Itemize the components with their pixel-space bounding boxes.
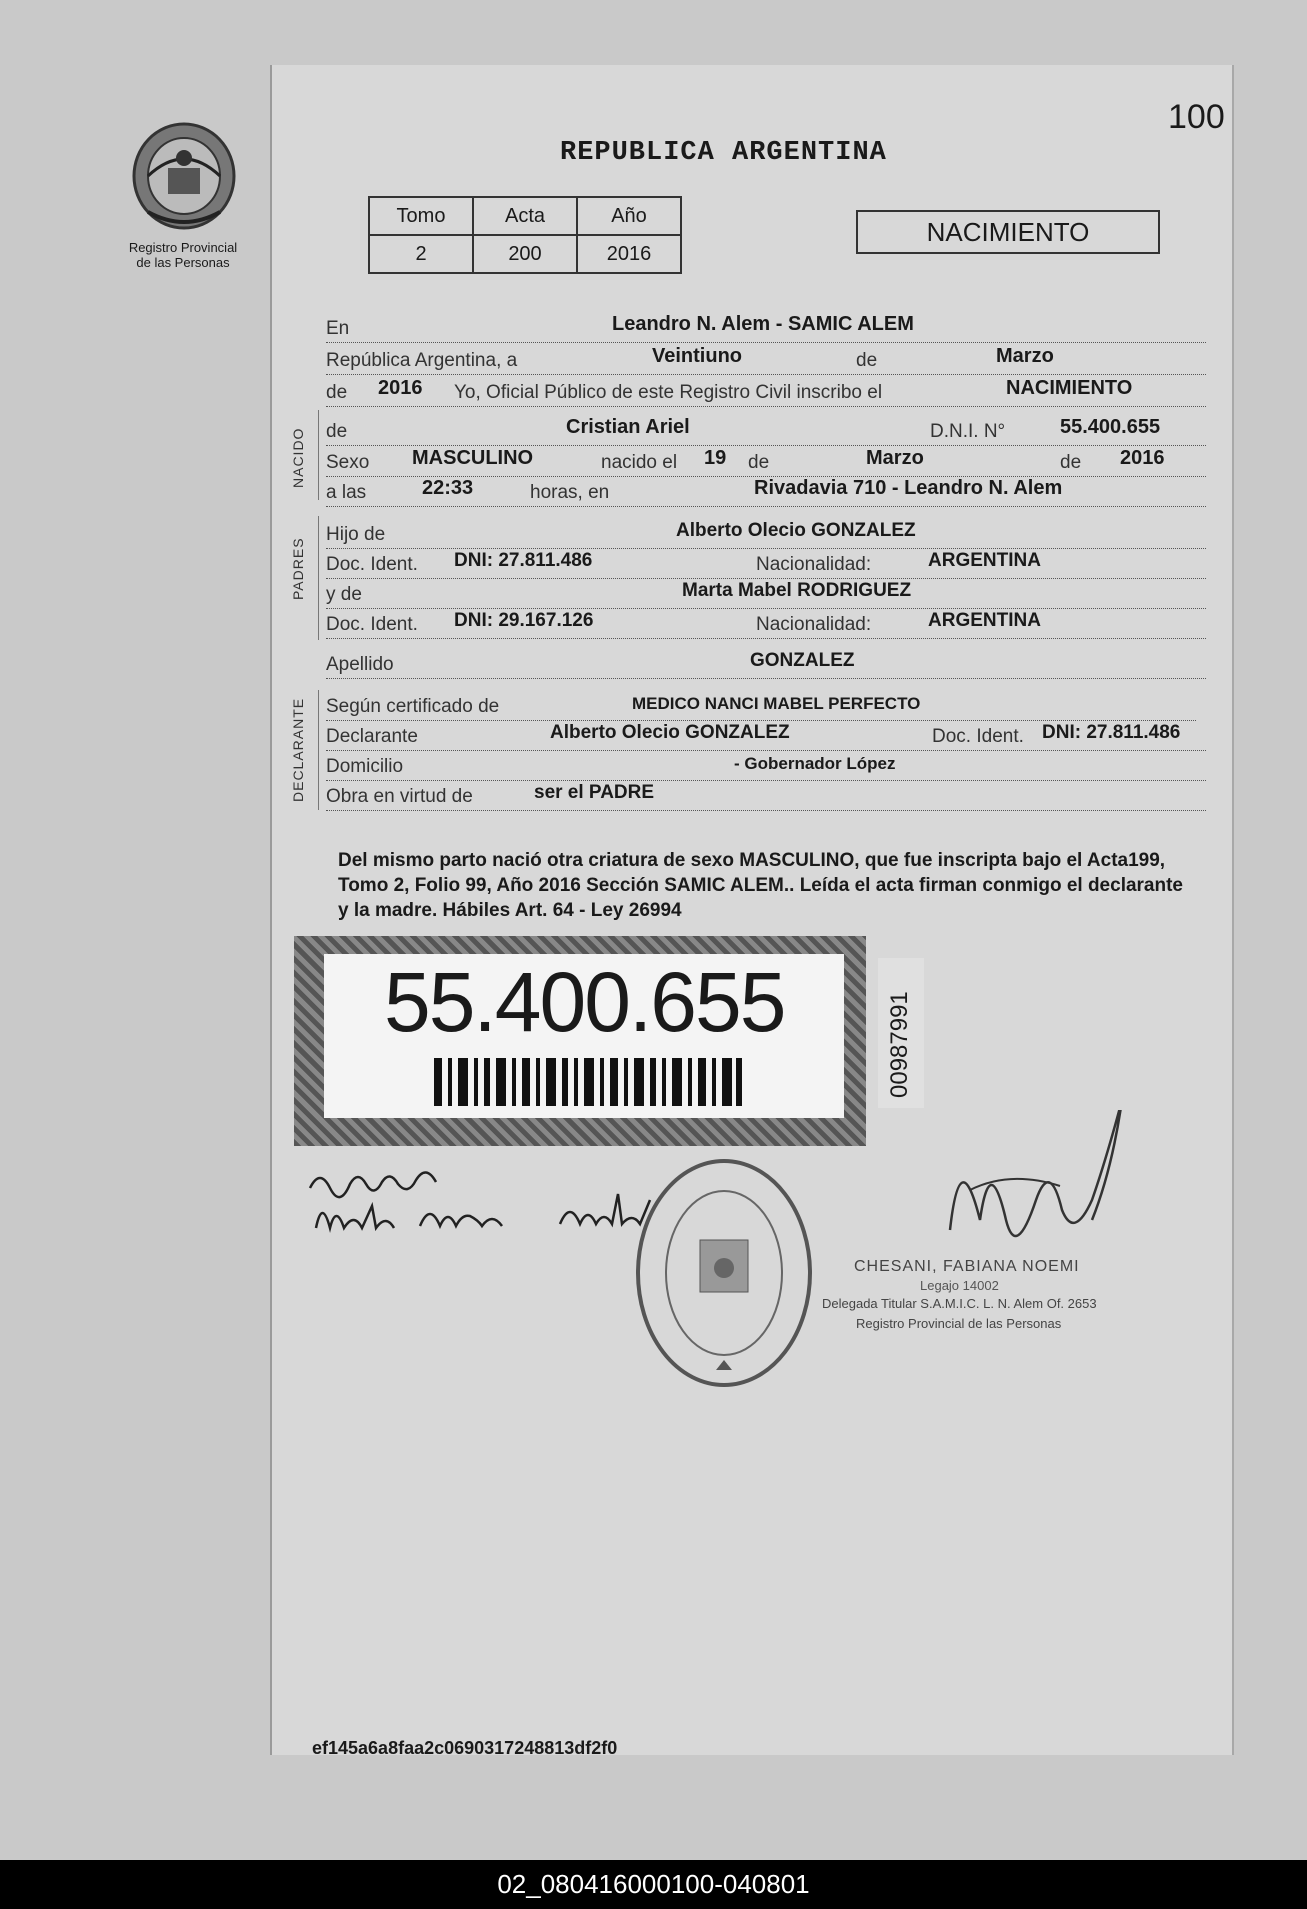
dni-label-number: 55.400.655: [384, 955, 785, 1049]
dni-label-sticker: [294, 936, 866, 1146]
row-inscripcion: de 2016 Yo, Oficial Público de este Registro Civil inscribo el NACIMIENTO: [326, 376, 1206, 407]
official-role: Delegada Titular S.A.M.I.C. L. N. Alem Of. 2653: [822, 1296, 1097, 1311]
row-madre: y de Marta Mabel RODRIGUEZ: [326, 578, 1206, 609]
row-certificado: Según certificado de MEDICO NANCI MABEL PERFECTO: [326, 690, 1196, 721]
document-hash: ef145a6a8faa2c0690317248813df2f0: [312, 1738, 618, 1758]
section-declarante: DECLARANTE: [290, 697, 306, 802]
section-line-padres: [318, 516, 319, 640]
row-sexo: Sexo MASCULINO nacido el 19 de Marzo de 2016: [326, 446, 1206, 477]
row-hora: a las 22:33 horas, en Rivadavia 710 - Leandro N. Alem: [326, 476, 1206, 507]
section-padres: PADRES: [290, 537, 306, 600]
official-seal-icon: [624, 1148, 824, 1398]
barcode-icon: [434, 1058, 744, 1106]
footer-code: 02_080416000100-040801: [0, 1860, 1307, 1909]
registry-table: [368, 196, 682, 274]
row-domicilio: Domicilio - Gobernador López: [326, 750, 1206, 781]
row-en: En Leandro N. Alem - SAMIC ALEM: [326, 312, 1206, 343]
row-padre: Hijo de Alberto Olecio GONZALEZ: [326, 518, 1206, 549]
section-line-declarante: [318, 690, 319, 810]
serial-tag: [878, 958, 924, 1108]
row-fecha: República Argentina, a Veintiuno de Marzo: [326, 344, 1206, 375]
registry-label: Registro Provincial de las Personas: [128, 240, 238, 270]
official-signature-icon: [930, 1110, 1140, 1260]
record-type-box: NACIMIENTO: [856, 210, 1160, 254]
row-declarante: Declarante Alberto Olecio GONZALEZ Doc. Ident. DNI: 27.811.486: [326, 720, 1206, 751]
serial-number: 00987991: [886, 991, 913, 1098]
official-name: CHESANI, FABIANA NOEMI: [854, 1258, 1080, 1275]
row-padre-doc: Doc. Ident. DNI: 27.811.486 Nacionalidad: ARGENTINA: [326, 548, 1206, 579]
header-anio: Año: [577, 197, 681, 235]
section-nacido: NACIDO: [290, 427, 306, 488]
value-acta: 200: [473, 235, 577, 273]
birth-note: Del mismo parto nació otra criatura de sexo MASCULINO, que fue inscripta bajo el Acta199, Tomo 2, Folio 99, Año 2016 Sección SAMIC ALEM.. Leída el acta firman conmigo el declarante y la madre. Hábiles Art. 64 - Ley 26994: [338, 850, 1183, 921]
row-nombre: de Cristian Ariel D.N.I. N° 55.400.655: [326, 415, 1206, 446]
provincial-crest-icon: [128, 112, 240, 232]
place-value: Leandro N. Alem - SAMIC ALEM: [612, 313, 914, 335]
document-title: REPUBLICA ARGENTINA: [560, 138, 887, 168]
header-tomo: Tomo: [369, 197, 473, 235]
value-tomo: 2: [369, 235, 473, 273]
header-acta: Acta: [473, 197, 577, 235]
row-apellido: Apellido GONZALEZ: [326, 648, 1206, 679]
value-anio: 2016: [577, 235, 681, 273]
official-registry: Registro Provincial de las Personas: [856, 1316, 1062, 1331]
row-obra: Obra en virtud de ser el PADRE: [326, 780, 1206, 811]
official-file: Legajo 14002: [920, 1278, 999, 1293]
section-line-nacido: [318, 410, 319, 500]
row-madre-doc: Doc. Ident. DNI: 29.167.126 Nacionalidad: ARGENTINA: [326, 608, 1206, 639]
page-number: 100: [1168, 98, 1225, 136]
